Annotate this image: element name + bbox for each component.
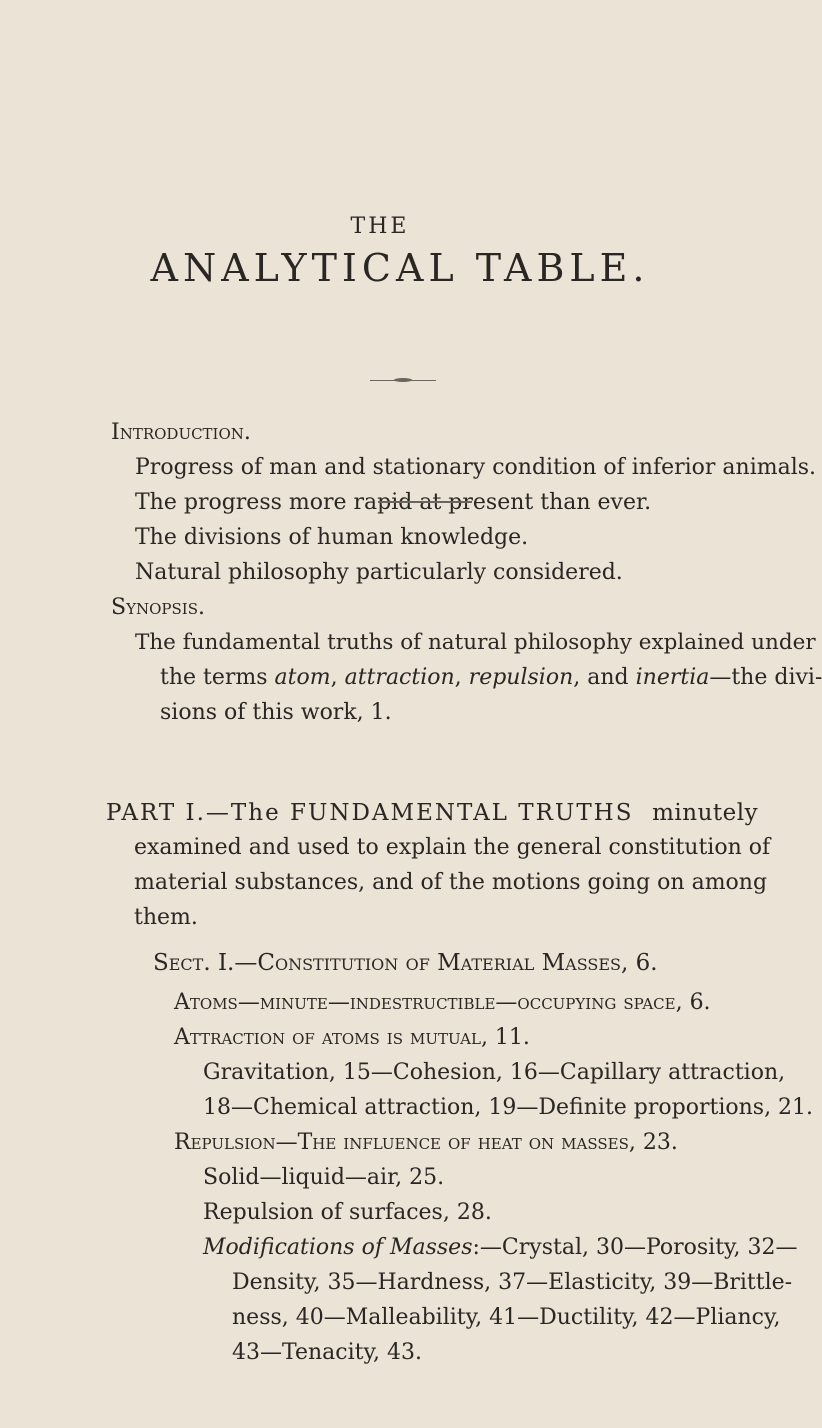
sect1-surfaces: Repulsion of surfaces, 28. — [203, 1200, 492, 1225]
term-atom: atom — [274, 665, 331, 690]
part1-line-4: them. — [134, 905, 198, 930]
intro-item-4: Natural philosophy particularly considered. — [135, 560, 623, 585]
term-inertia: inertia — [635, 665, 710, 690]
ornament-divider — [370, 380, 436, 383]
term-repulsion: repulsion — [468, 665, 574, 690]
part1-heading: PART I.—The FUNDAMENTAL TRUTHS minutely — [106, 800, 759, 826]
part1-line-3: material substances, and of the motions going on among — [134, 870, 768, 895]
intro-item-1: Progress of man and stationary condition of inferior animals. — [135, 455, 817, 480]
intro-item-3: The divisions of human knowledge. — [135, 525, 529, 550]
sect1-modifications: Modifications of Masses:—Crystal, 30—Porosity, 32— — [203, 1235, 798, 1260]
sect1-tenacity: 43—Tenacity, 43. — [232, 1340, 422, 1365]
introduction-label: Introduction. — [111, 420, 251, 445]
sect1-repulsion: Repulsion—The influence of heat on masses, 23. — [174, 1130, 678, 1155]
part1-line-2: examined and used to explain the general constitution of — [134, 835, 771, 860]
section-divider — [378, 501, 472, 503]
synopsis-label: Synopsis. — [111, 595, 205, 620]
sect1-heading: Sect. I.—Constitution of Material Masses, 6. — [153, 950, 658, 976]
intro-item-2: The progress more rapid at present than ever. — [135, 490, 652, 515]
sect1-gravitation-1: Gravitation, 15—Cohesion, 16—Capillary attraction, — [203, 1060, 786, 1085]
sect1-solid: Solid—liquid—air, 25. — [203, 1165, 445, 1190]
page-title: ANALYTICAL TABLE. — [150, 246, 650, 290]
sect1-density: Density, 35—Hardness, 37—Elasticity, 39—Brittle- — [232, 1270, 793, 1295]
sect1-ness: ness, 40—Malleability, 41—Ductility, 42—Pliancy, — [232, 1305, 781, 1330]
term-attraction: attraction — [344, 665, 455, 690]
heading-the: THE — [350, 214, 410, 239]
sect1-gravitation-2: 18—Chemical attraction, 19—Definite proportions, 21. — [203, 1095, 814, 1120]
synopsis-line-3: sions of this work, 1. — [160, 700, 392, 725]
sect1-atoms: Atoms—minute—indestructible—occupying space, 6. — [174, 990, 711, 1015]
sect1-attraction: Attraction of atoms is mutual, 11. — [174, 1025, 530, 1050]
synopsis-line-2: the terms atom, attraction, repulsion, and inertia—the divi- — [160, 665, 822, 690]
synopsis-line-1: The fundamental truths of natural philosophy explained under — [135, 630, 816, 655]
